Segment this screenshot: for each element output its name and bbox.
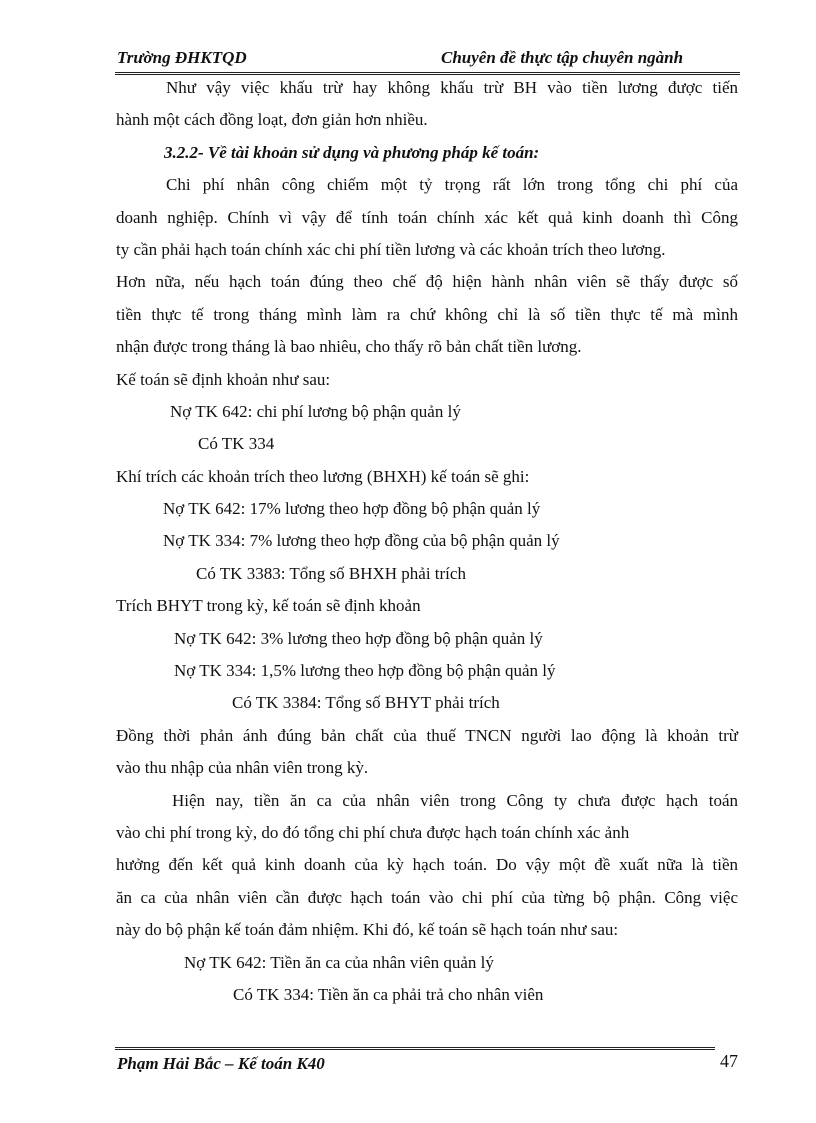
text-line: Có TK 334: Tiền ăn ca phải trả cho nhân viên <box>233 984 544 1004</box>
text-line: ty cần phải hạch toán chính xác chi phí tiền lương và các khoản trích theo lương. <box>116 239 666 259</box>
text-line: Có TK 3384: Tổng số BHYT phải trích <box>232 693 500 713</box>
footer-author: Phạm Hải Bắc – Kế toán K40 <box>117 1054 325 1073</box>
text-line: này do bộ phận kế toán đảm nhiệm. Khi đó, kế toán sẽ hạch toán như sau: <box>116 920 619 940</box>
section-heading: 3.2.2- Về tài khoản sử dụng và phương pháp kế toán: <box>164 142 540 162</box>
text-line: hưởng đến kết quả kinh doanh của kỳ hạch toán. Do vậy một đề xuất nữa là tiền <box>116 855 738 875</box>
text-line: vào chi phí trong kỳ, do đó tổng chi phí chưa được hạch toán chính xác ảnh <box>116 822 630 842</box>
text-line: nhận được trong tháng là bao nhiêu, cho thấy rõ bản chất tiền lương. <box>116 337 582 357</box>
header-title: Chuyên đề thực tập chuyên ngành <box>441 48 684 67</box>
text-line: Nợ TK 642: 17% lương theo hợp đồng bộ phận quản lý <box>163 499 541 519</box>
text-line: Trích BHYT trong kỳ, kế toán sẽ định khoản <box>116 596 421 616</box>
text-line: tiền thực tế trong tháng mình làm ra chứ không chỉ là số tiền thực tế mà mình <box>116 304 738 324</box>
text-line: ăn ca của nhân viên cần được hạch toán vào chi phí của từng bộ phận. Công việc <box>116 887 738 907</box>
footer-divider <box>115 1047 715 1050</box>
text-line: Nợ TK 642: chi phí lương bộ phận quản lý <box>170 401 461 421</box>
text-line: Nợ TK 334: 7% lương theo hợp đồng của bộ phận quản lý <box>163 531 560 551</box>
text-line: hành một cách đồng loạt, đơn giản hơn nhiều. <box>116 110 428 130</box>
document-body <box>116 72 738 1011</box>
text-line: doanh nghiệp. Chính vì vậy để tính toán chính xác kết quả kinh doanh thì Công <box>116 207 738 227</box>
text-line: Như vậy việc khấu trừ hay không khấu trừ BH vào tiền lương được tiến <box>166 78 738 97</box>
text-line: Có TK 3383: Tổng số BHXH phải trích <box>196 563 466 583</box>
page-number: 47 <box>720 1051 738 1071</box>
text-line: Chi phí nhân công chiếm một tỷ trọng rất lớn trong tổng chi phí của <box>166 175 738 195</box>
text-line: Nợ TK 334: 1,5% lương theo hợp đồng bộ phận quản lý <box>174 661 556 681</box>
text-line: Khí trích các khoản trích theo lương (BHXH) kế toán sẽ ghi: <box>116 466 530 486</box>
text-line: Hơn nữa, nếu hạch toán đúng theo chế độ hiện hành nhân viên sẽ thấy được số <box>116 272 738 292</box>
header-school: Trường ĐHKTQD <box>117 48 247 67</box>
text-line: Đồng thời phản ánh đúng bản chất của thuế TNCN người lao động là khoản trừ <box>116 725 738 745</box>
text-line: Nợ TK 642: Tiền ăn ca của nhân viên quản lý <box>184 952 494 972</box>
text-line: Nợ TK 642: 3% lương theo hợp đồng bộ phận quản lý <box>174 628 543 648</box>
text-line: Hiện nay, tiền ăn ca của nhân viên trong Công ty chưa được hạch toán <box>172 790 738 810</box>
text-line: Có TK 334 <box>198 434 275 454</box>
text-line: vào thu nhập của nhân viên trong kỳ. <box>116 758 369 778</box>
text-line: Kế toán sẽ định khoản như sau: <box>116 369 331 389</box>
